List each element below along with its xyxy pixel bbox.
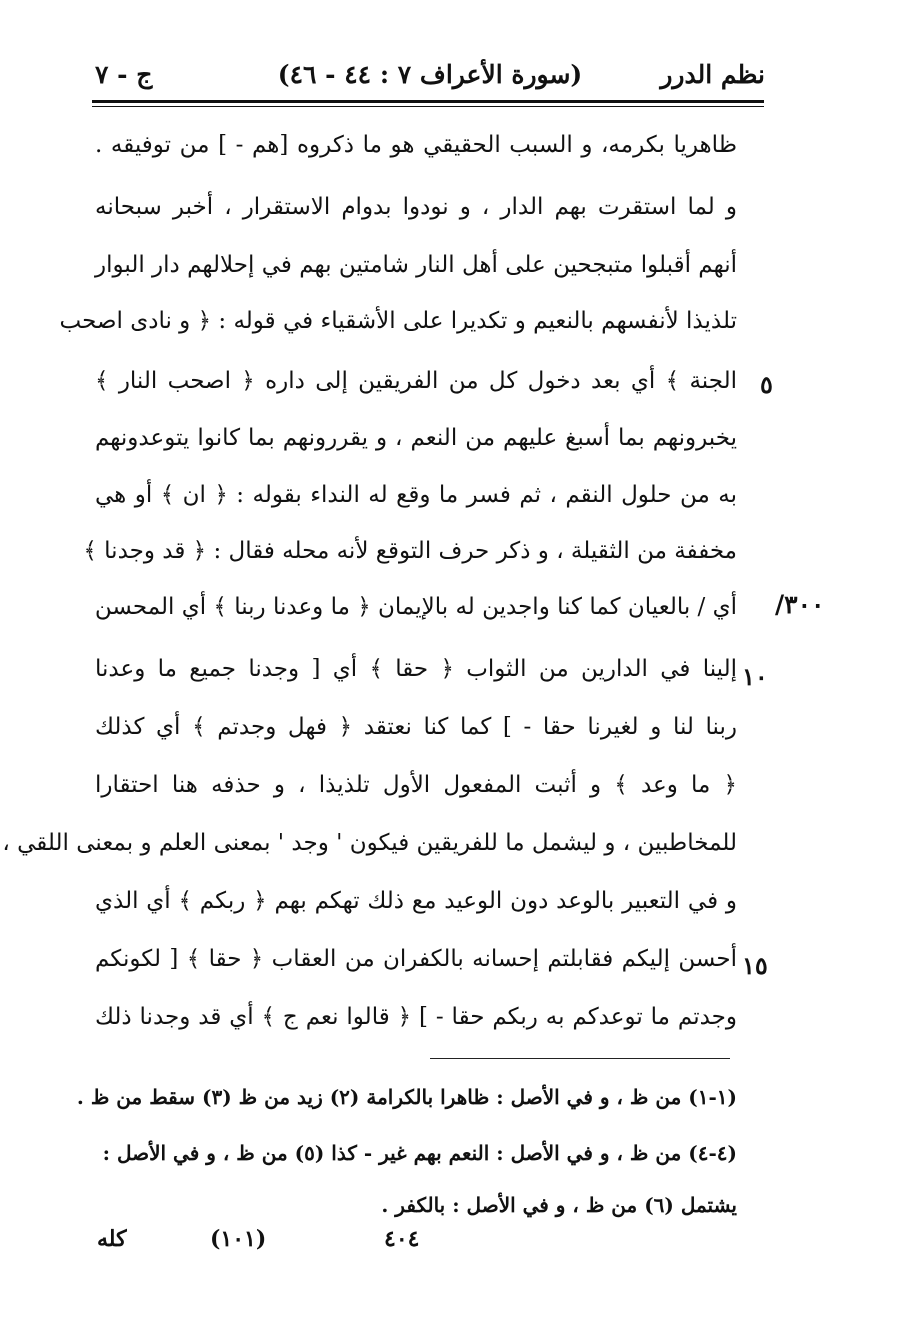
text-line: ربنا لنا و لغيرنا حقا - ] كما كنا نعتقد ﴿ فهل وجدتم ﴾ أي كذلك bbox=[95, 714, 737, 740]
text-line: مخففة من الثقيلة ، و ذكر حرف التوقع لأنه محله فقال : ﴿ قد وجدنا ﴾ bbox=[83, 538, 737, 564]
folio-reference: (١٠١) bbox=[210, 1226, 267, 1252]
text-line: للمخاطبين ، و ليشمل ما للفريقين فيكون ' وجد ' بمعنى العلم و بمعنى اللقي ، bbox=[2, 830, 737, 856]
page-number: ٤٠٤ bbox=[384, 1226, 420, 1252]
volume-label: ج - ٧ bbox=[95, 60, 153, 89]
line-number-15: ١٥ bbox=[742, 951, 768, 980]
line-number-5: ٥ bbox=[760, 370, 773, 399]
footnote-line: (١-١) من ظ ، و في الأصل : ظاهرا بالكرامة (٢) زيد من ظ (٣) سقط من ظ . bbox=[76, 1085, 737, 1109]
text-line: أي / بالعيان كما كنا واجدين له بالإيمان ﴿ ما وعدنا ربنا ﴾ أي المحسن bbox=[94, 594, 737, 620]
text-line: و في التعبير بالوعد دون الوعيد مع ذلك تهكم بهم ﴿ ربكم ﴾ أي الذي bbox=[95, 888, 737, 914]
text-line: و لما استقرت بهم الدار ، و نودوا بدوام الاستقرار ، أخبر سبحانه bbox=[95, 194, 737, 220]
text-line: أنهم أقبلوا متبجحين على أهل النار شامتين بهم في إحلالهم دار البوار bbox=[95, 252, 737, 278]
catchword: كله bbox=[97, 1226, 127, 1252]
text-line: الجنة ﴾ أي بعد دخول كل من الفريقين إلى داره ﴿ اصحب النار ﴾ bbox=[95, 368, 737, 394]
footnote-rule bbox=[430, 1058, 730, 1059]
text-line: إلينا في الدارين من الثواب ﴿ حقا ﴾ أي [ وجدنا جميع ما وعدنا bbox=[95, 656, 737, 682]
book-title: نظم الدرر bbox=[660, 60, 765, 89]
chapter-reference: (سورة الأعراف ٧ : ٤٤ - ٤٦) bbox=[277, 60, 583, 89]
text-line: أحسن إليكم فقابلتم إحسانه بالكفران من العقاب ﴿ حقا ﴾ [ لكونكم bbox=[95, 946, 737, 972]
manuscript-folio-marker: /٣٠٠ bbox=[775, 590, 825, 619]
line-number-10: ١٠ bbox=[742, 662, 768, 691]
text-line: تلذيذا لأنفسهم بالنعيم و تكديرا على الأشقياء في قوله : ﴿ و نادى اصحب bbox=[59, 308, 737, 334]
footnote-line: (٤-٤) من ظ ، و في الأصل : النعم بهم غير - كذا (٥) من ظ ، و في الأصل : bbox=[102, 1141, 737, 1165]
text-line: به من حلول النقم ، ثم فسر ما وقع له النداء بقوله : ﴿ ان ﴾ أو هي bbox=[95, 482, 737, 508]
text-line: ﴿ ما وعد ﴾ و أثبت المفعول الأول تلذيذا ، و حذفه هنا احتقارا bbox=[95, 772, 737, 798]
header-rule-thin bbox=[92, 106, 764, 107]
header-rule bbox=[92, 100, 764, 103]
text-line: ظاهريا بكرمه، و السبب الحقيقي هو ما ذكروه [هم - ] من توفيقه . bbox=[95, 132, 737, 158]
text-line: يخبرونهم بما أسبغ عليهم من النعم ، و يقررونهم بما كانوا يتوعدونهم bbox=[95, 425, 737, 451]
footnote-line: يشتمل (٦) من ظ ، و في الأصل : بالكفر . bbox=[381, 1193, 737, 1217]
text-line: وجدتم ما توعدكم به ربكم حقا - ] ﴿ قالوا نعم ج ﴾ أي قد وجدنا ذلك bbox=[95, 1004, 737, 1030]
running-header bbox=[95, 58, 765, 98]
